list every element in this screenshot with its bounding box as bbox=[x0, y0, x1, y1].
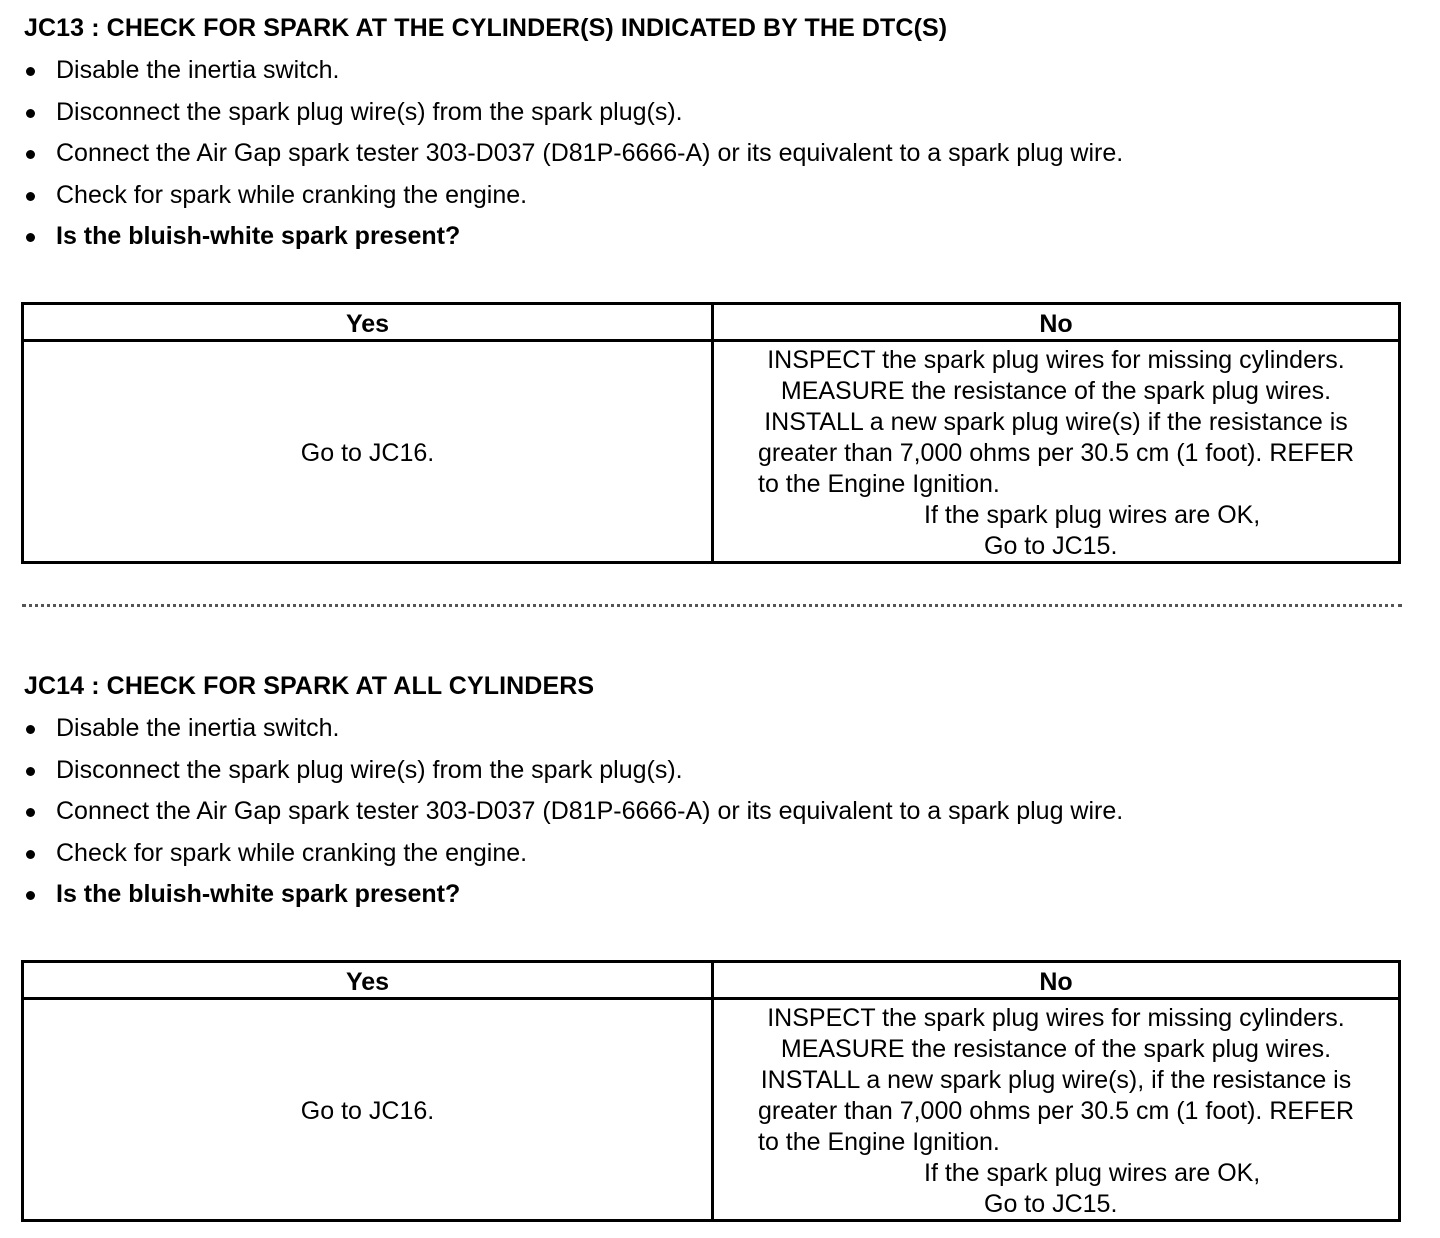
step-item bbox=[0, 92, 1400, 134]
no-cell-line: greater than 7,000 ohms per 30.5 cm (1 foot). REFER bbox=[757, 439, 1355, 467]
step-list bbox=[0, 708, 1400, 916]
step-text: Check for spark while cranking the engine. bbox=[56, 180, 528, 209]
no-cell-line: to the Engine Ignition. bbox=[758, 1128, 1000, 1156]
no-cell bbox=[714, 342, 1398, 561]
yes-header: Yes bbox=[345, 968, 390, 996]
bullet-icon bbox=[26, 767, 35, 776]
step-item bbox=[0, 50, 1400, 92]
question-text: Is the bluish-white spark present? bbox=[56, 880, 461, 908]
question-item bbox=[0, 216, 1400, 258]
bullet-icon bbox=[26, 233, 35, 242]
no-cell bbox=[714, 1000, 1398, 1219]
no-cell-line: If the spark plug wires are OK, bbox=[924, 501, 1261, 529]
no-cell-line: INSTALL a new spark plug wire(s), if the resistance is bbox=[760, 1066, 1352, 1094]
step-item bbox=[0, 833, 1400, 875]
yes-no-table bbox=[21, 302, 1401, 564]
yes-no-table bbox=[21, 960, 1401, 1222]
question-text: Is the bluish-white spark present? bbox=[56, 222, 461, 250]
step-text: Disconnect the spark plug wire(s) from the spark plug(s). bbox=[56, 97, 683, 126]
no-cell-line: MEASURE the resistance of the spark plug wires. bbox=[780, 377, 1332, 405]
step-item bbox=[0, 133, 1400, 175]
no-cell-line: Go to JC15. bbox=[984, 1190, 1118, 1218]
yes-cell bbox=[24, 342, 711, 561]
no-cell-line: INSPECT the spark plug wires for missing cylinders. bbox=[767, 346, 1345, 374]
no-header: No bbox=[1039, 310, 1073, 338]
no-header: No bbox=[1039, 968, 1073, 996]
step-item bbox=[0, 708, 1400, 750]
step-text: Connect the Air Gap spark tester 303-D037 (D81P-6666-A) or its equivalent to a spark plug wire. bbox=[56, 139, 1124, 167]
no-cell-line: Go to JC15. bbox=[984, 532, 1118, 560]
no-cell-line: greater than 7,000 ohms per 30.5 cm (1 foot). REFER bbox=[757, 1097, 1355, 1125]
bullet-icon bbox=[26, 891, 35, 900]
step-text: Disable the inertia switch. bbox=[56, 56, 340, 84]
section-heading: JC14 : CHECK FOR SPARK AT ALL CYLINDERS bbox=[24, 672, 595, 700]
bullet-icon bbox=[26, 725, 35, 734]
step-text: Connect the Air Gap spark tester 303-D037 (D81P-6666-A) or its equivalent to a spark plug wire. bbox=[56, 797, 1124, 825]
no-cell-line: to the Engine Ignition. bbox=[758, 470, 1000, 498]
bullet-icon bbox=[26, 150, 35, 159]
bullet-icon bbox=[26, 808, 35, 817]
section-heading: JC13 : CHECK FOR SPARK AT THE CYLINDER(S) INDICATED BY THE DTC(S) bbox=[24, 14, 948, 42]
no-cell-line: INSTALL a new spark plug wire(s) if the resistance is bbox=[764, 408, 1348, 436]
step-text: Disconnect the spark plug wire(s) from the spark plug(s). bbox=[56, 755, 683, 784]
bullet-icon bbox=[26, 850, 35, 859]
step-item bbox=[0, 750, 1400, 792]
no-cell-line: INSPECT the spark plug wires for missing cylinders. bbox=[767, 1004, 1345, 1032]
step-item bbox=[0, 175, 1400, 217]
yes-cell-text: Go to JC16. bbox=[300, 439, 435, 467]
no-cell-line: MEASURE the resistance of the spark plug wires. bbox=[780, 1035, 1332, 1063]
yes-header: Yes bbox=[345, 310, 390, 338]
bullet-icon bbox=[26, 67, 35, 76]
question-item bbox=[0, 874, 1400, 916]
yes-cell-text: Go to JC16. bbox=[300, 1097, 435, 1125]
step-list bbox=[0, 50, 1400, 258]
bullet-icon bbox=[26, 192, 35, 201]
step-text: Disable the inertia switch. bbox=[56, 714, 340, 742]
step-item bbox=[0, 791, 1400, 833]
yes-cell bbox=[24, 1000, 711, 1219]
no-cell-line: If the spark plug wires are OK, bbox=[924, 1159, 1261, 1187]
step-text: Check for spark while cranking the engine. bbox=[56, 838, 528, 867]
bullet-icon bbox=[26, 109, 35, 118]
section-separator bbox=[22, 604, 1402, 607]
